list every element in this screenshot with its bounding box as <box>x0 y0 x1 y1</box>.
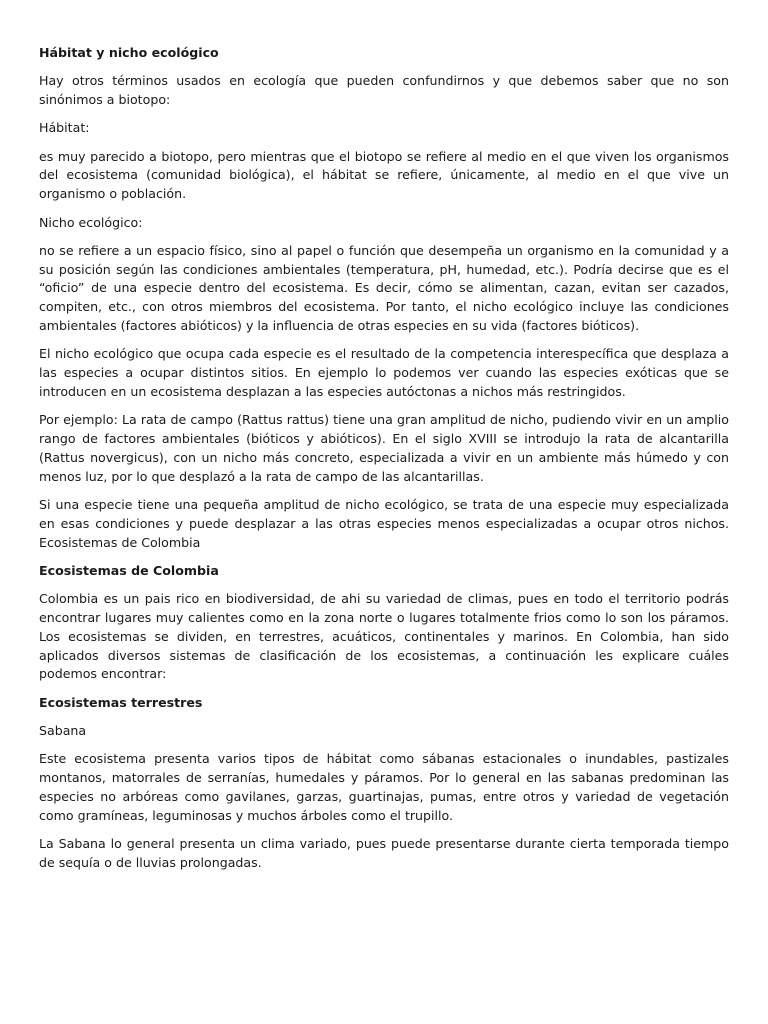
section-heading-habitat-nicho: Hábitat y nicho ecológico <box>39 45 219 60</box>
paragraph-habitat-definition: es muy parecido a biotopo, pero mientras que el biotopo se refiere al medio en el que viven los organismos del ecosistema (comunidad biológica), el hábitat se refiere, únicamente, al medio en el que vive un organismo o población. <box>39 148 729 202</box>
paragraph-sabana-habitat: Este ecosistema presenta varios tipos de hábitat como sábanas estacionales o inundables, pastizales montanos, matorrales de serranías, humedales y páramos. Por lo general en las sabanas predominan las especies no arbóreas como gavilanes, garzas, guartinajas, pumas, entre otros y variedad de vegetación como gramíneas, leguminosas y muchos árboles como el trupillo. <box>39 751 729 823</box>
paragraph-nicho-definition: no se refiere a un espacio físico, sino al papel o función que desempeña un organismo en la comunidad y a su posición según las condiciones ambientales (temperatura, pH, humedad, etc.). Podría decirse que es el “oficio” de una especie dentro del ecosistema. Es decir, cómo se alimentan, cazan, evitan ser cazados, compiten, etc., con otros miembros del ecosistema. Por tanto, el nicho ecológico incluye las condiciones ambientales (factores abióticos) y la influencia de otras especies en su vida (factores bióticos). <box>39 242 729 334</box>
section-heading-ecosistemas-terrestres: Ecosistemas terrestres <box>39 694 203 710</box>
term-label-nicho: Nicho ecológico: <box>39 214 143 230</box>
paragraph-nicho-competencia: El nicho ecológico que ocupa cada especie es el resultado de la competencia interespecífica que desplaza a las especies a ocupar distintos sitios. En ejemplo lo podemos ver cuando las especies exóticas que se introducen en un ecosistema desplazan a las especies autóctonas a nichos más restringidos. <box>39 346 729 399</box>
paragraph-amplitud-nicho: Si una especie tiene una pequeña amplitud de nicho ecológico, se trata de una especie muy especializada en esas condiciones y puede desplazar a las otras especies menos especializadas a ocupar otros nichos. Ecosistemas de Colombia <box>39 496 729 550</box>
section-heading-ecosistemas-colombia: Ecosistemas de Colombia <box>39 562 219 578</box>
term-label-habitat: Hábitat: <box>39 120 90 136</box>
term-label-sabana: Sabana <box>39 722 87 738</box>
document-page <box>39 44 729 882</box>
paragraph-sabana-clima: La Sabana lo general presenta un clima variado, pues puede presentarse durante cierta temporada tiempo de sequía o de lluvias prolongadas. <box>39 835 729 870</box>
paragraph-ejemplo-ratas: Por ejemplo: La rata de campo (Rattus rattus) tiene una gran amplitud de nicho, pudiendo vivir en un amplio rango de factores ambientales (bióticos y abióticos). En el siglo XVIII se introdujo la rata de alcantarilla (Rattus novergicus), con un nicho más concreto, especializada a vivir en un ambiente más húmedo y con menos luz, por lo que desplazó a la rata de campo de las alcantarillas. <box>39 412 729 484</box>
paragraph-intro: Hay otros términos usados en ecología que pueden confundirnos y que debemos saber que no son sinónimos a biotopo: <box>39 73 729 108</box>
paragraph-colombia: Colombia es un pais rico en biodiversidad, de ahi su variedad de climas, pues en todo el territorio podrás encontrar lugares muy calientes como en la zona norte o lugares totalmente frios como lo son los páramos. Los ecosistemas se dividen, en terrestres, acuáticos, continentales y marinos. En Colombia, han sido aplicados diversos sistemas de clasificación de los ecosistemas, a continuación les explicare cuáles podemos encontrar: <box>39 591 729 682</box>
